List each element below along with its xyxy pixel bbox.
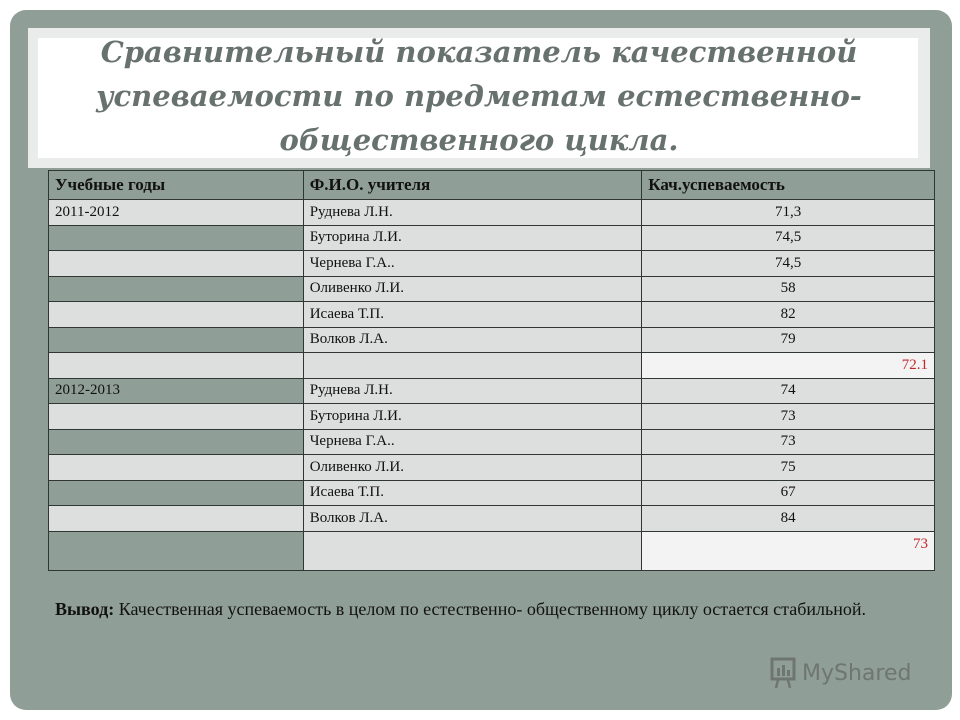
year-cell	[49, 506, 304, 532]
quality-cell: 73	[642, 429, 935, 455]
table-row	[49, 302, 935, 328]
watermark-text: MyShared	[802, 660, 912, 686]
header-teacher: Ф.И.О. учителя	[303, 171, 642, 200]
teacher-cell: Руднева Л.Н.	[303, 378, 642, 404]
teacher-cell: Чернева Г.А..	[303, 251, 642, 277]
year-cell	[49, 327, 304, 353]
table-row	[49, 506, 935, 532]
quality-cell: 67	[642, 480, 935, 506]
year-cell	[49, 276, 304, 302]
quality-cell: 82	[642, 302, 935, 328]
teacher-cell	[303, 531, 642, 570]
conclusion-label: Вывод:	[55, 599, 115, 619]
quality-cell: 58	[642, 276, 935, 302]
teacher-cell: Оливенко Л.И.	[303, 276, 642, 302]
table-row	[49, 327, 935, 353]
table-row	[49, 378, 935, 404]
quality-cell: 74	[642, 378, 935, 404]
year-cell	[49, 225, 304, 251]
teacher-cell: Волков Л.А.	[303, 327, 642, 353]
year-cell	[49, 455, 304, 481]
watermark-logo	[768, 656, 911, 690]
header-years: Учебные годы	[49, 171, 304, 200]
year-cell	[49, 429, 304, 455]
performance-table	[48, 170, 935, 571]
year-cell	[49, 251, 304, 277]
total-cell: 73	[642, 531, 935, 570]
myshared-icon	[768, 656, 798, 690]
year-cell	[49, 404, 304, 430]
quality-cell: 73	[642, 404, 935, 430]
table-row	[49, 200, 935, 226]
table-header-row	[49, 171, 935, 200]
total-cell: 72.1	[642, 353, 935, 379]
conclusion-text: Качественная успеваемость в целом по естественно- общественному циклу остается стабильной.	[114, 599, 866, 619]
table-row	[49, 455, 935, 481]
table-row	[49, 480, 935, 506]
teacher-cell: Буторина Л.И.	[303, 225, 642, 251]
table-row	[49, 429, 935, 455]
teacher-cell: Чернева Г.А..	[303, 429, 642, 455]
table-row	[49, 251, 935, 277]
teacher-cell: Волков Л.А.	[303, 506, 642, 532]
teacher-cell: Оливенко Л.И.	[303, 455, 642, 481]
teacher-cell: Исаева Т.П.	[303, 302, 642, 328]
quality-cell: 71,3	[642, 200, 935, 226]
quality-cell: 74,5	[642, 251, 935, 277]
conclusion	[55, 594, 925, 624]
year-cell	[49, 353, 304, 379]
quality-cell: 75	[642, 455, 935, 481]
slide-title: Сравнительный показатель качественной успеваемости по предметам естественно-общественного цикла.	[96, 35, 862, 157]
quality-cell: 74,5	[642, 225, 935, 251]
teacher-cell	[303, 353, 642, 379]
year-cell: 2011-2012	[49, 200, 304, 226]
year-cell	[49, 480, 304, 506]
year-cell	[49, 302, 304, 328]
table-total-row	[49, 353, 935, 379]
header-quality: Кач.успеваемость	[642, 171, 935, 200]
table-row	[49, 404, 935, 430]
teacher-cell: Буторина Л.И.	[303, 404, 642, 430]
quality-cell: 84	[642, 506, 935, 532]
year-cell	[49, 531, 304, 570]
year-cell: 2012-2013	[49, 378, 304, 404]
teacher-cell: Исаева Т.П.	[303, 480, 642, 506]
table-row	[49, 225, 935, 251]
teacher-cell: Руднева Л.Н.	[303, 200, 642, 226]
table-total-row	[49, 531, 935, 570]
quality-cell: 79	[642, 327, 935, 353]
table-row	[49, 276, 935, 302]
